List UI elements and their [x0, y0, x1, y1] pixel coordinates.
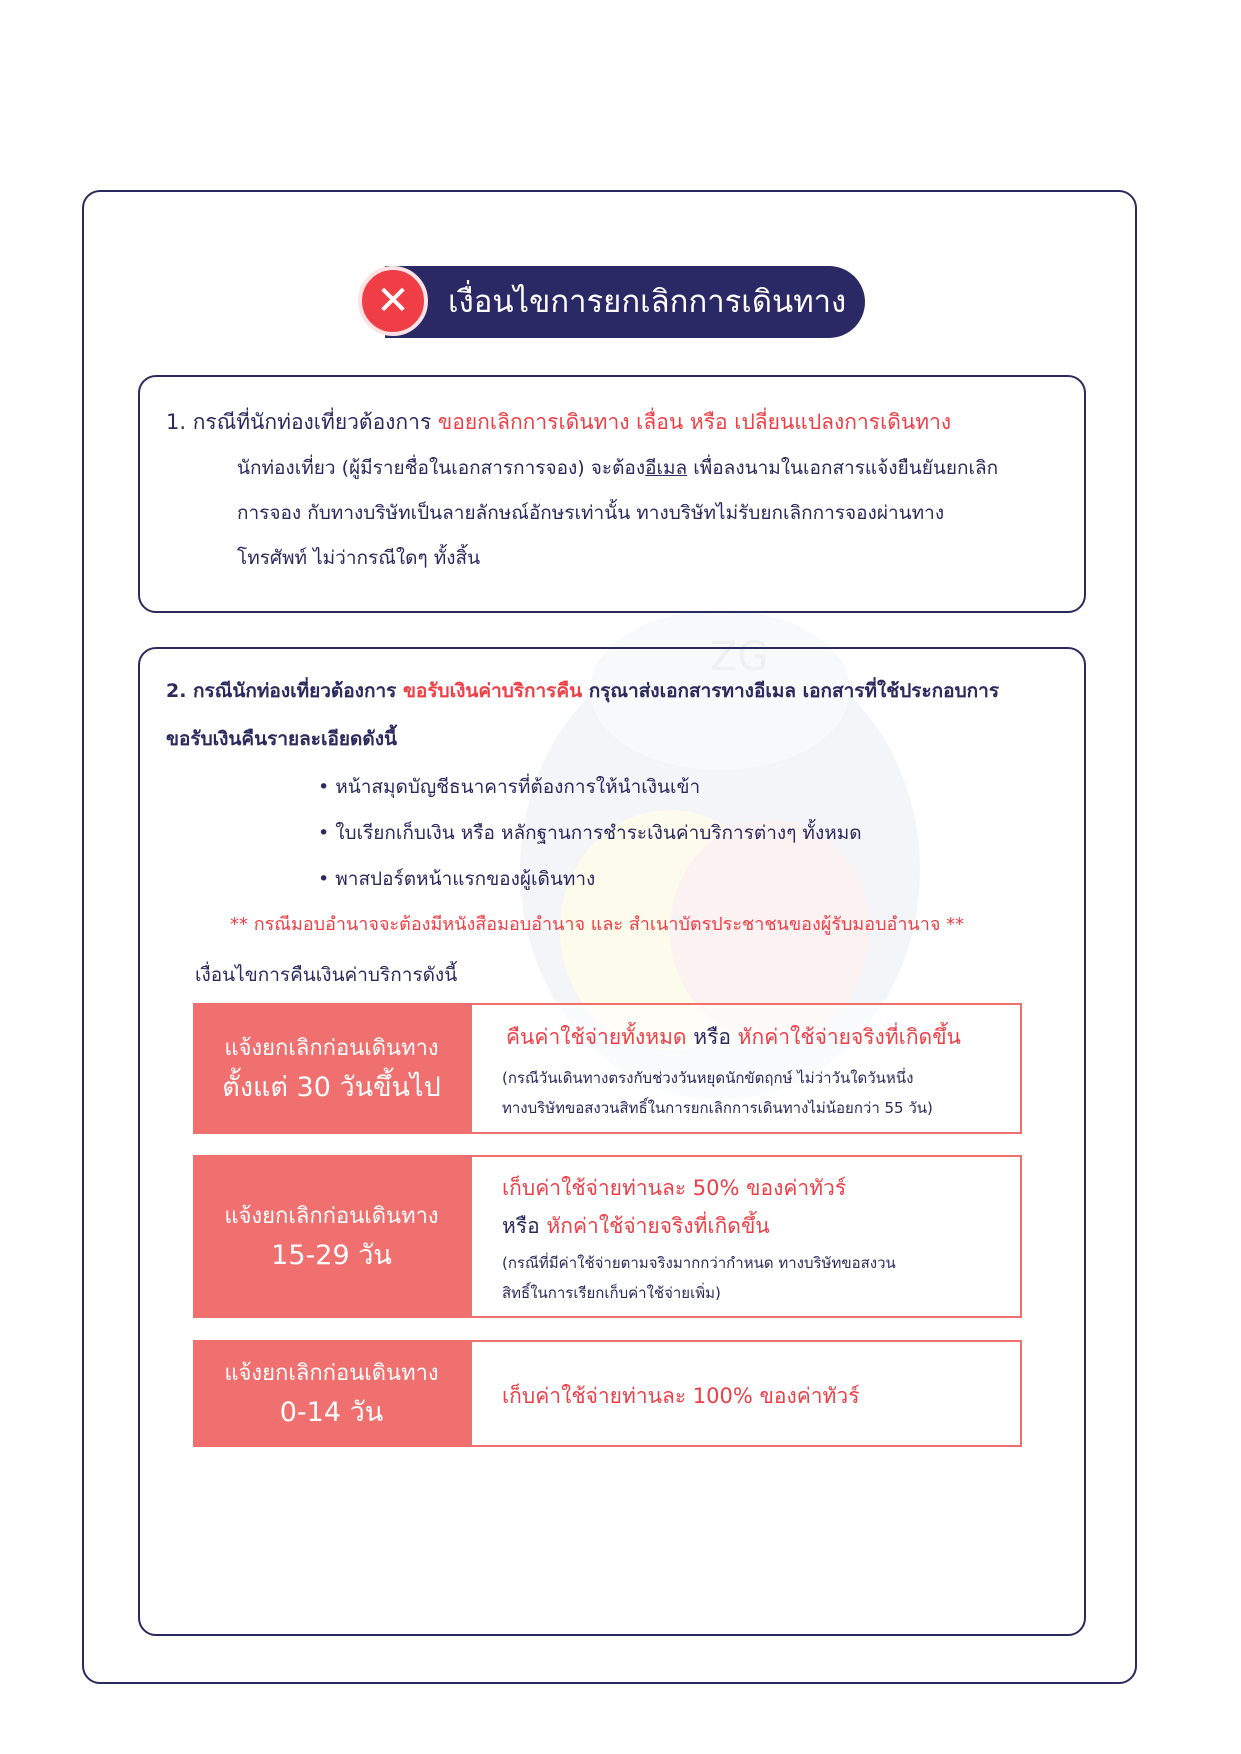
section-2-heading [166, 676, 999, 706]
section-1-line-3: โทรศัพท์ ไม่ว่ากรณีใดๆ ทั้งสิ้น [237, 547, 481, 569]
close-icon: ✕ [358, 266, 428, 336]
email-emphasis: อีเมล [645, 457, 688, 479]
bullet-item: • พาสปอร์ตหน้าแรกของผู้เดินทาง [318, 868, 596, 890]
refund-row-2-main: เก็บค่าใช้จ่ายท่านละ 50% ของค่าทัวร์ [502, 1176, 847, 1200]
refund-row-3-main: เก็บค่าใช้จ่ายท่านละ 100% ของค่าทัวร์ [502, 1384, 860, 1408]
authorization-note: ** กรณีมอบอำนาจจะต้องมีหนังสือมอบอำนาจ และ สำเนาบัตรประชาชนของผู้รับมอบอำนาจ ** [230, 914, 965, 935]
refund-row-2-period [193, 1155, 470, 1318]
section-2-heading-line-2: ขอรับเงินคืนรายละเอียดดังนี้ [166, 728, 397, 750]
refund-row-1-main [506, 1021, 961, 1054]
section-1-line-1a: นักท่องเที่ยว (ผู้มีรายชื่อในเอกสารการจอง) จะต้อง [237, 457, 646, 479]
period-days: 0-14 วัน [279, 1396, 384, 1428]
section-2-heading-suffix: กรุณาส่งเอกสารทางอีเมล เอกสารที่ใช้ประกอบการ [582, 680, 1000, 702]
policy-option-b: หักค่าใช้จ่ายจริงที่เกิดขึ้น [737, 1025, 961, 1049]
refund-row-2-note-1: (กรณีที่มีค่าใช้จ่ายตามจริงมากกว่ากำหนด ทางบริษัทขอสงวน [502, 1254, 896, 1272]
period-label: แจ้งยกเลิกก่อนเดินทาง [224, 1035, 439, 1061]
period-label: แจ้งยกเลิกก่อนเดินทาง [224, 1203, 439, 1229]
refund-row-1-period [193, 1003, 470, 1134]
section-1-line-2: การจอง กับทางบริษัทเป็นลายลักษณ์อักษรเท่านั้น ทางบริษัทไม่รับยกเลิกการจองผ่านทาง [237, 502, 945, 524]
period-days: ตั้งแต่ 30 วันขึ้นไป [222, 1071, 441, 1103]
policy-option-a: คืนค่าใช้จ่ายทั้งหมด [506, 1025, 687, 1049]
section-1-heading [166, 406, 951, 439]
page-title: เงื่อนไขการยกเลิกการเดินทาง [448, 284, 847, 320]
section-2-heading-prefix: 2. กรณีนักท่องเที่ยวต้องการ [166, 680, 403, 702]
section-1-heading-prefix: 1. กรณีที่นักท่องเที่ยวต้องการ [166, 410, 432, 434]
period-label: แจ้งยกเลิกก่อนเดินทาง [224, 1360, 439, 1386]
refund-row-1-note-1: (กรณีวันเดินทางตรงกับช่วงวันหยุดนักขัตฤกษ์ ไม่ว่าวันใดวันหนึ่ง [502, 1069, 914, 1087]
section-1-heading-highlight: ขอยกเลิกการเดินทาง เลื่อน หรือ เปลี่ยนแปลงการเดินทาง [437, 410, 952, 434]
section-2-heading-highlight: ขอรับเงินค่าบริการคืน [402, 680, 583, 702]
refund-row-3-period [193, 1340, 470, 1447]
refund-row-2-note-2: สิทธิ์ในการเรียกเก็บค่าใช้จ่ายเพิ่ม) [502, 1284, 721, 1302]
policy-option-b: หักค่าใช้จ่ายจริงที่เกิดขึ้น [546, 1214, 770, 1238]
bullet-item: • หน้าสมุดบัญชีธนาคารที่ต้องการให้นำเงินเข้า [318, 776, 701, 798]
policy-or: หรือ [686, 1025, 738, 1049]
watermark-text: ZG [710, 634, 769, 680]
section-1-line-1 [237, 453, 998, 483]
refund-row-2-alt [502, 1210, 770, 1243]
conditions-title: เงื่อนไขการคืนเงินค่าบริการดังนี้ [195, 964, 458, 986]
policy-or: หรือ [502, 1214, 547, 1238]
period-days: 15-29 วัน [271, 1239, 392, 1271]
section-1-line-1c: เพื่อลงนามในเอกสารแจ้งยืนยันยกเลิก [687, 457, 999, 479]
refund-row-1-note-2: ทางบริษัทขอสงวนสิทธิ์ในการยกเลิกการเดินทางไม่น้อยกว่า 55 วัน) [502, 1099, 933, 1117]
bullet-item: • ใบเรียกเก็บเงิน หรือ หลักฐานการชำระเงินค่าบริการต่างๆ ทั้งหมด [318, 822, 862, 844]
